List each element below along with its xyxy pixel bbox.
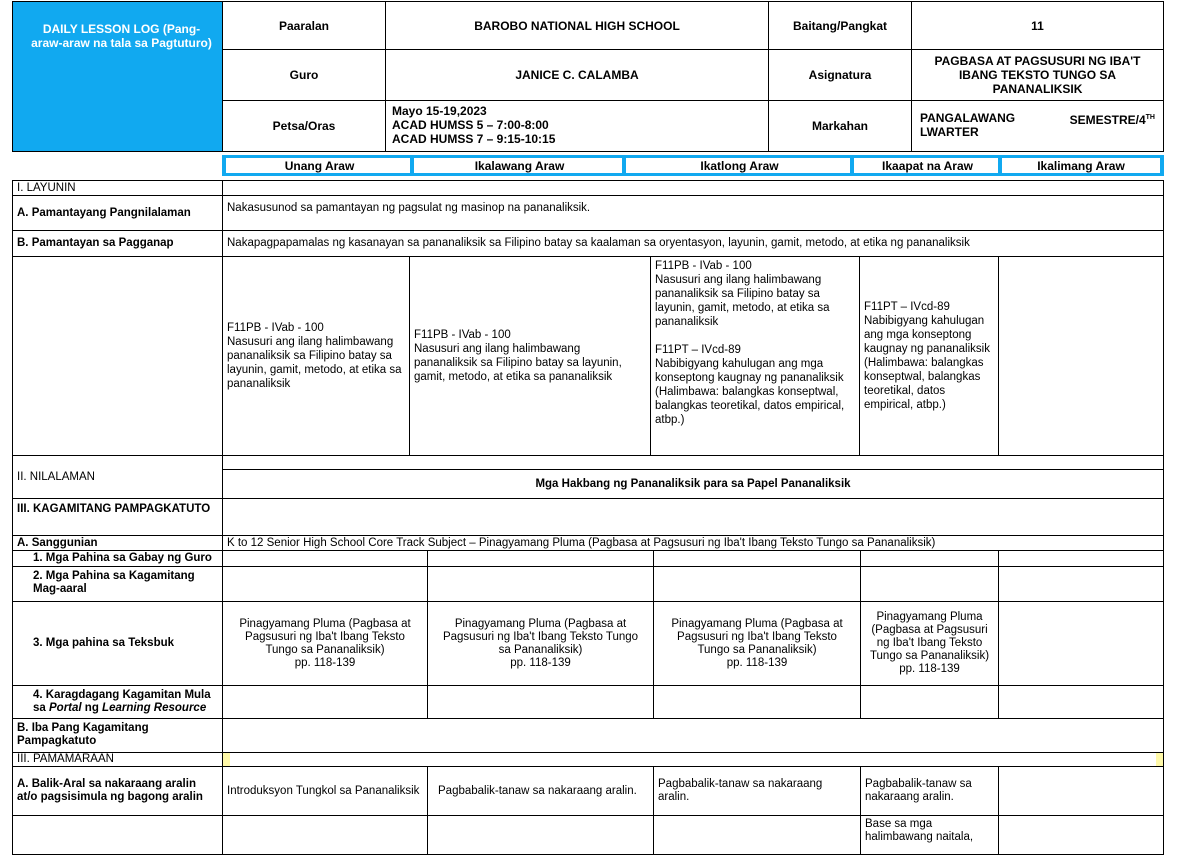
next-day-3 (653, 815, 861, 855)
next-day-1 (222, 815, 428, 855)
objective-day-1 (222, 256, 410, 456)
guro-label: Guro (222, 49, 386, 101)
gabay-day-2 (427, 550, 654, 567)
gabay-day-1 (222, 550, 428, 567)
kagamitan-label: III. KAGAMITANG PAMPAGKATUTO (12, 498, 223, 536)
gabay-day-3 (653, 550, 861, 567)
guro-value: JANICE C. CALAMBA (385, 49, 769, 101)
iba-pang-label: B. Iba Pang Kagamitang Pampagkatuto (12, 718, 223, 753)
markahan-quarter: PANGALAWANG LWARTER (920, 111, 1016, 139)
dll-title-block (12, 1, 223, 152)
karagdagang-label (12, 685, 223, 719)
karagdagang-text-a: 4. Karagdagang Kagamitan Mula sa (33, 689, 211, 714)
pamamaraan-blank (222, 752, 1164, 767)
balik-day-3: Pagbabalik-tanaw sa nakaraang aralin. (653, 766, 861, 816)
karagdagang-text-b: Portal (49, 702, 82, 714)
petsa-value (385, 100, 769, 152)
objective-day-4 (859, 256, 999, 456)
sanggunian-value: K to 12 Senior High School Core Track Subject – Pinagyamang Pluma (Pagbasa at Pagsusuri ng Iba't Ibang Teksto Tungo sa Pananaliksik) (222, 535, 1164, 551)
balik-label: A. Balik-Aral sa nakaraang aralin at/o pagsisimula ng bagong aralin (12, 766, 223, 816)
objective-day-3-text: F11PB - IVab - 100 Nasusuri ang ilang halimbawang pananaliksik sa Filipino batay sa layunin, gamit, metodo, at etika sa pananaliksik F11PT – IVcd-89 Nabibigyang kahulugan ang mga konseptong kaugnay ng pananaliksik (Halimbawa: balangkas konseptwal, balangkas teoretikal, datos empirical, atbp.) (655, 260, 845, 426)
markahan-value (911, 100, 1164, 152)
karagdagang-day-2 (427, 685, 654, 719)
kagamitan-mag-day-2 (427, 566, 654, 602)
day-header-4 (850, 155, 1005, 176)
balik-day-4: Pagbabalik-tanaw sa nakaraang aralin. (860, 766, 999, 816)
petsa-time-humss7: ACAD HUMSS 7 – 9:15-10:15 (392, 132, 556, 146)
dll-title: DAILY LESSON LOG (Pang-araw-araw na tala sa Pagtuturo) (31, 22, 212, 50)
asignatura-value: PAGBASA AT PAGSUSURI NG IBA'T IBANG TEKSTO TUNGO SA PANANALIKSIK (911, 49, 1164, 101)
iba-pang-blank (222, 718, 1164, 753)
next-day-4: Base sa mga halimbawang naitala, (860, 815, 999, 855)
kagamitan-blank (222, 498, 1164, 536)
day-label-5: Ikalimang Araw (1002, 158, 1160, 173)
teksbuk-day-3 (653, 601, 861, 686)
objective-day-3 (650, 256, 860, 456)
petsa-time-humss5: ACAD HUMSS 5 – 7:00-8:00 (392, 118, 549, 132)
petsa-date: Mayo 15-19,2023 (392, 104, 487, 118)
karagdagang-text-d: Learning Resource (102, 702, 207, 714)
paaralan-label: Paaralan (222, 1, 386, 50)
teksbuk-day-2 (427, 601, 654, 686)
karagdagang-text-c: ng (81, 702, 103, 714)
baitang-value: 11 (911, 1, 1164, 50)
teksbuk-day-4 (860, 601, 999, 686)
semestre-text: SEMESTRE/4 (1069, 113, 1146, 127)
day-header-2 (410, 155, 629, 176)
sanggunian-label: A. Sanggunian (12, 535, 223, 551)
day-label-1: Unang Araw (226, 158, 413, 173)
next-label-blank (12, 815, 223, 855)
karagdagang-day-4 (860, 685, 999, 719)
kagamitan-mag-label: 2. Mga Pahina sa Kagamitang Mag-aaral (12, 566, 223, 602)
day-header-5 (998, 155, 1164, 176)
kagamitan-mag-day-3 (653, 566, 861, 602)
pamantayang-value: Nakasusunod sa pamantayan ng pagsulat ng masinop na pananaliksik. (222, 195, 1164, 231)
semestre-sup: TH (1145, 114, 1155, 121)
petsa-label: Petsa/Oras (222, 100, 386, 152)
pagganap-value: Nakapagpapamalas ng kasanayan sa pananaliksik sa Filipino batay sa kaalaman sa oryentasyon, layunin, gamit, metodo, at etika ng pananaliksik (222, 230, 1164, 257)
teksbuk-day-3-text: Pinagyamang Pluma (Pagbasa at Pagsusuri ng Iba't Ibang Teksto Tungo sa Pananaliksik) pp. 118-139 (671, 617, 843, 669)
pamamaraan-highlight-right (1156, 753, 1163, 766)
day-header-3 (622, 155, 857, 176)
day-label-4: Ikaapat na Araw (854, 158, 1001, 173)
objective-day-2 (409, 256, 651, 456)
paaralan-value: BAROBO NATIONAL HIGH SCHOOL (385, 1, 769, 50)
teksbuk-day-2-text: Pinagyamang Pluma (Pagbasa at Pagsusuri ng Iba't Ibang Teksto Tungo sa Pananaliksik) pp. 118-139 (442, 617, 639, 669)
day-label-2: Ikalawang Araw (414, 158, 625, 173)
objective-day-1-text: F11PB - IVab - 100 Nasusuri ang ilang halimbawang pananaliksik sa Filipino batay sa layunin, gamit, metodo, at etika sa pananaliksik (227, 322, 402, 390)
pamantayang-label: A. Pamantayang Pangnilalaman (12, 195, 223, 231)
objective-day-2-text: F11PB - IVab - 100 Nasusuri ang ilang halimbawang pananaliksik sa Filipino batay sa layunin, gamit, metodo, at etika sa pananaliksik (414, 329, 622, 383)
kagamitan-mag-day-4 (860, 566, 999, 602)
karagdagang-day-5 (998, 685, 1164, 719)
gabay-label: 1. Mga Pahina sa Gabay ng Guro (12, 550, 223, 567)
teksbuk-day-1 (222, 601, 428, 686)
balik-day-5 (998, 766, 1164, 816)
gabay-day-4 (860, 550, 999, 567)
semestre-value (1070, 111, 1155, 127)
day-header-1 (222, 155, 417, 176)
baitang-label: Baitang/Pangkat (768, 1, 912, 50)
balik-day-2: Pagbabalik-tanaw sa nakaraang aralin. (427, 766, 654, 816)
teksbuk-day-5 (998, 601, 1164, 686)
kagamitan-mag-day-1 (222, 566, 428, 602)
nilalaman-label: II. NILALAMAN (12, 455, 223, 499)
karagdagang-day-3 (653, 685, 861, 719)
layunin-blank (222, 180, 1164, 196)
balik-day-1: Introduksyon Tungkol sa Pananaliksik (222, 766, 428, 816)
karagdagang-day-1 (222, 685, 428, 719)
gabay-day-5 (998, 550, 1164, 567)
nilalaman-value: Mga Hakbang ng Pananaliksik para sa Papel Pananaliksik (222, 469, 1164, 499)
objectives-label-blank (12, 256, 223, 456)
pamamaraan-heading: III. PAMAMARAAN (12, 752, 223, 767)
next-day-5 (998, 815, 1164, 855)
pagganap-label: B. Pamantayan sa Pagganap (12, 230, 223, 257)
next-day-2 (427, 815, 654, 855)
asignatura-label: Asignatura (768, 49, 912, 101)
day-label-3: Ikatlong Araw (626, 158, 853, 173)
markahan-label: Markahan (768, 100, 912, 152)
teksbuk-day-1-text: Pinagyamang Pluma (Pagbasa at Pagsusuri ng Iba't Ibang Teksto Tungo sa Pananaliksik) pp. 118-139 (239, 617, 411, 669)
teksbuk-label: 3. Mga pahina sa Teksbuk (12, 601, 223, 686)
layunin-heading: I. LAYUNIN (12, 180, 223, 196)
objective-day-4-text: F11PT – IVcd-89 Nabibigyang kahulugan ang mga konseptong kaugnay ng pananaliksik (Halimbawa: balangkas konseptwal, balangkas teoretikal, datos empirical, atbp.) (864, 301, 990, 411)
kagamitan-mag-day-5 (998, 566, 1164, 602)
nilalaman-top-blank (222, 455, 1164, 470)
teksbuk-day-4-text: Pinagyamang Pluma (Pagbasa at Pagsusuri ng Iba't Ibang Teksto Tungo sa Pananaliksik) pp. 118-139 (869, 611, 990, 675)
objective-day-5 (998, 256, 1164, 456)
